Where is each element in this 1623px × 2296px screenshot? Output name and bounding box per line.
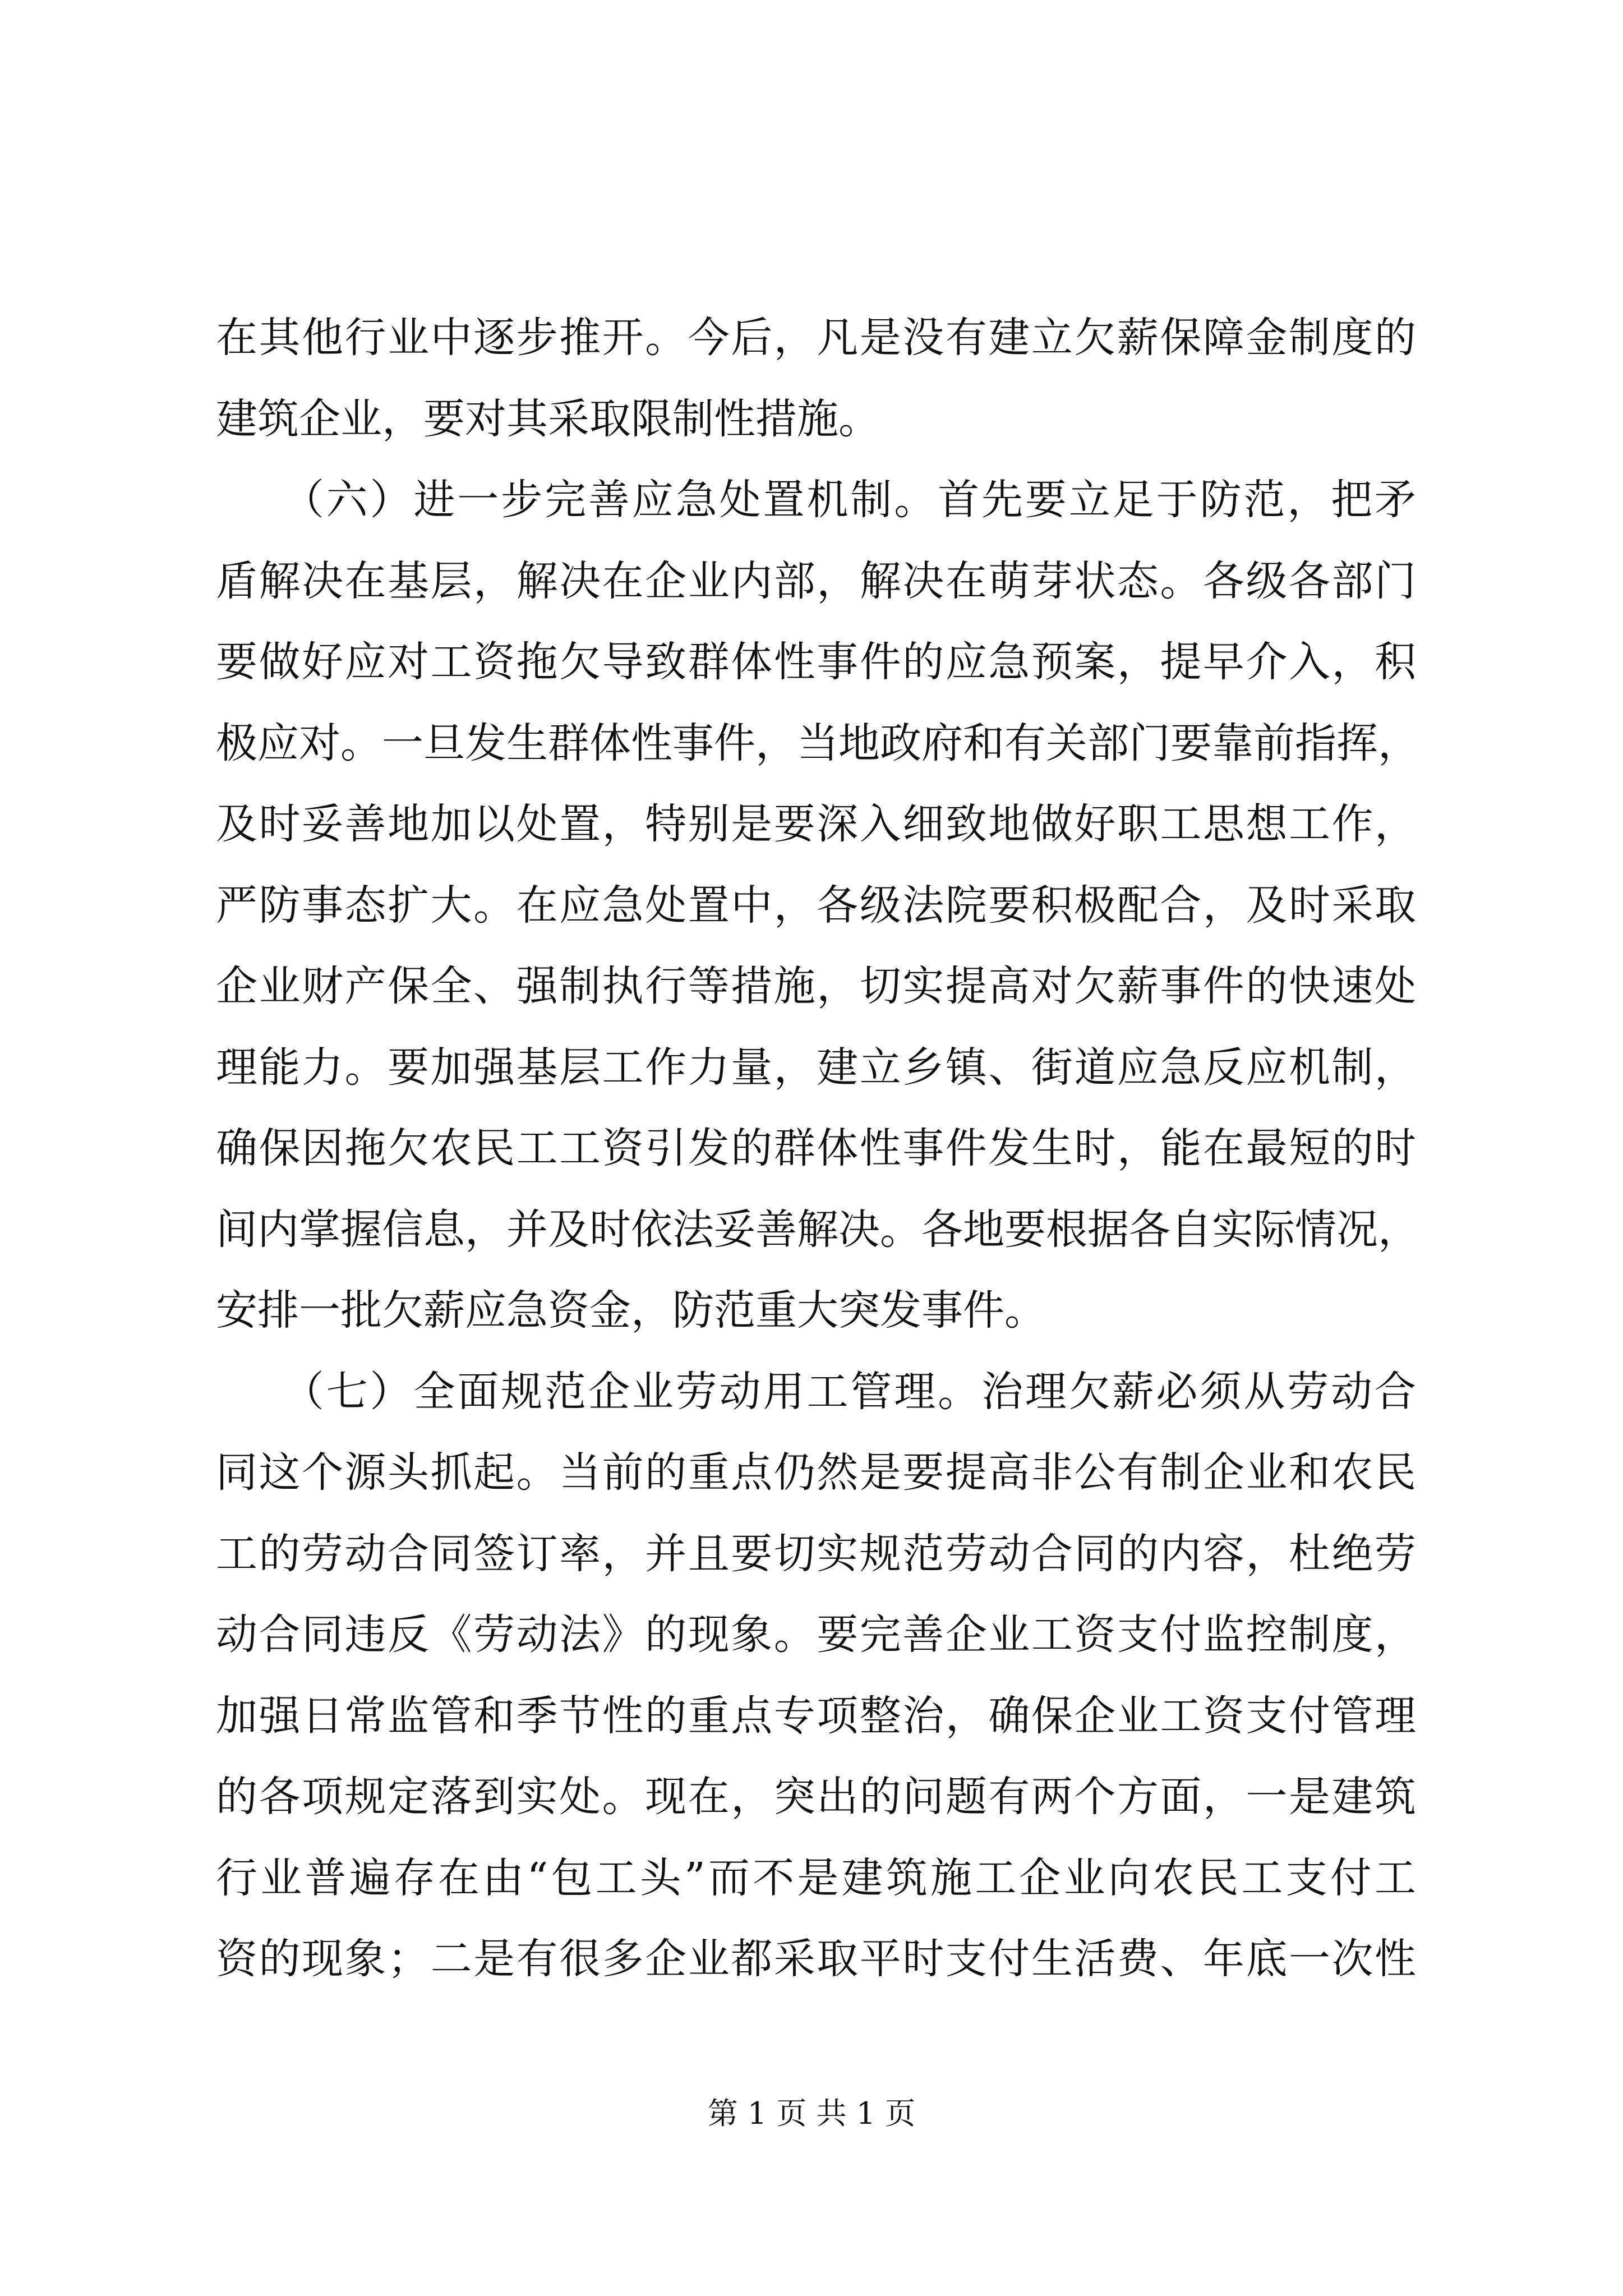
text-line: 的各项规定落到实处。现在，突出的问题有两个方面，一是建筑 — [216, 1773, 1416, 1821]
text-line: 间内掌握信息，并及时依法妥善解决。各地要根据各自实际情况， — [216, 1205, 1419, 1254]
text-line: 动合同违反《劳动法》的现象。要完善企业工资支付监控制度， — [216, 1611, 1416, 1659]
text-line: 安排一批欠薪应急资金，防范重大突发事件。 — [216, 1286, 1046, 1335]
text-line: 盾解决在基层，解决在企业内部，解决在萌芽状态。各级各部门 — [216, 556, 1416, 605]
text-line: 在其他行业中逐步推开。今后，凡是没有建立欠薪保障金制度的 — [216, 314, 1416, 362]
text-line: 严防事态扩大。在应急处置中，各级法院要积极配合，及时采取 — [216, 881, 1416, 930]
text-line: 行业普遍存在由“包工头”而不是建筑施工企业向农民工支付工 — [216, 1853, 1416, 1902]
text-line: （七）全面规范企业劳动用工管理。治理欠薪必须从劳动合 — [216, 1367, 1416, 1416]
body-text — [216, 297, 1419, 2000]
text-line: 资的现象；二是有很多企业都采取平时支付生活费、年底一次性 — [216, 1935, 1416, 1983]
text-line: 建筑企业，要对其采取限制性措施。 — [216, 394, 880, 443]
text-line: 加强日常监管和季节性的重点专项整治，确保企业工资支付管理 — [216, 1691, 1416, 1740]
text-line: 工的劳动合同签订率，并且要切实规范劳动合同的内容，杜绝劳 — [216, 1529, 1416, 1578]
text-line: 理能力。要加强基层工作力量，建立乡镇、街道应急反应机制， — [216, 1043, 1416, 1092]
text-line: 确保因拖欠农民工工资引发的群体性事件发生时，能在最短的时 — [216, 1124, 1416, 1172]
text-line: 极应对。一旦发生群体性事件，当地政府和有关部门要靠前指挥， — [216, 719, 1419, 767]
text-line: （六）进一步完善应急处置机制。首先要立足于防范，把矛 — [216, 476, 1416, 524]
text-line: 同这个源头抓起。当前的重点仍然是要提高非公有制企业和农民 — [216, 1448, 1416, 1497]
text-line: 要做好应对工资拖欠导致群体性事件的应急预案，提早介入，积 — [216, 638, 1416, 686]
page-footer: 第 1 页 共 1 页 — [707, 2096, 916, 2131]
text-line: 及时妥善地加以处置，特别是要深入细致地做好职工思想工作， — [216, 800, 1416, 848]
text-line: 企业财产保全、强制执行等措施，切实提高对欠薪事件的快速处 — [216, 962, 1416, 1010]
